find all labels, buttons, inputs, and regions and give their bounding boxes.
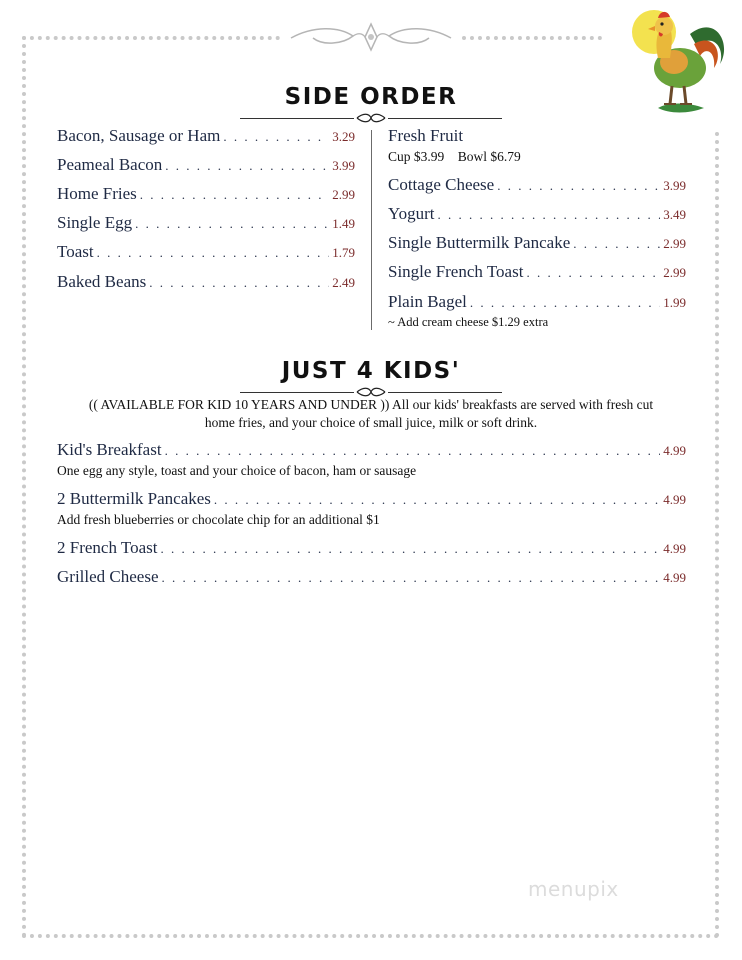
item-name: Home Fries [57, 184, 137, 203]
side-item-fresh-fruit [388, 126, 686, 146]
side-item-toast [57, 242, 355, 262]
item-name: Single French Toast [388, 262, 524, 281]
bagel-note: ~ Add cream cheese $1.29 extra [388, 315, 549, 329]
leader-dots [140, 187, 329, 203]
border-right [715, 132, 719, 938]
leader-dots [135, 216, 329, 232]
item-name: Plain Bagel [388, 292, 467, 311]
side-item-peameal-bacon [57, 155, 355, 175]
kids-rule-left [240, 392, 354, 393]
border-left [22, 36, 26, 938]
kids-note-line-1: (( AVAILABLE FOR KID 10 YEARS AND UNDER )) All our kids' breakfasts are served with fresh cut [88, 397, 654, 412]
item-price: 4.99 [663, 541, 686, 556]
leader-dots [214, 492, 660, 508]
leader-dots [160, 541, 660, 557]
item-name: 2 French Toast [57, 538, 158, 557]
side-order-rule-ornament-icon [355, 113, 387, 123]
item-name: Baked Beans [57, 272, 147, 291]
fresh-fruit-detail: Cup $3.99 Bowl $6.79 [388, 149, 521, 164]
item-name: Yogurt [388, 204, 435, 223]
kids-note-line-2: home fries, and your choice of small juice, milk or soft drink. [204, 415, 538, 430]
item-name: Bacon, Sausage or Ham [57, 126, 221, 145]
border-top-left [22, 36, 280, 40]
leader-dots [149, 275, 329, 291]
item-name: Kid's Breakfast [57, 440, 162, 459]
item-name: Grilled Cheese [57, 567, 159, 586]
leader-dots [437, 207, 660, 223]
side-item-buttermilk-pancake [388, 233, 686, 253]
border-bottom [22, 934, 719, 938]
item-price: 2.49 [332, 275, 355, 290]
kids-rule-right [388, 392, 502, 393]
item-price: 3.99 [663, 178, 686, 193]
item-price: 3.99 [332, 158, 355, 173]
item-price: 2.99 [663, 236, 686, 251]
item-name: Cottage Cheese [388, 175, 495, 194]
kids-availability-note [40, 396, 702, 432]
column-divider [371, 130, 372, 330]
side-item-french-toast [388, 262, 686, 282]
leader-dots [223, 129, 329, 145]
side-item-yogurt [388, 204, 686, 224]
kids-item-french-toast [57, 538, 686, 558]
leader-dots [526, 265, 660, 281]
side-item-plain-bagel [388, 292, 686, 312]
kids-item-grilled-cheese [57, 567, 686, 587]
kids-item-pancakes-desc: Add fresh blueberries or chocolate chip for an additional $1 [57, 512, 380, 527]
item-price: 4.99 [663, 443, 686, 458]
leader-dots [97, 245, 330, 261]
item-price: 3.49 [663, 207, 686, 222]
item-price: 4.99 [663, 492, 686, 507]
leader-dots [162, 570, 661, 586]
item-price: 4.99 [663, 570, 686, 585]
side-item-cottage-cheese [388, 175, 686, 195]
leader-dots [573, 236, 660, 252]
side-order-rule-right [388, 118, 502, 119]
side-order-rule-left [240, 118, 354, 119]
item-price: 2.99 [332, 187, 355, 202]
item-name: Peameal Bacon [57, 155, 163, 174]
kids-item-breakfast-desc: One egg any style, toast and your choice of bacon, ham or sausage [57, 463, 417, 478]
item-name: 2 Buttermilk Pancakes [57, 489, 211, 508]
leader-dots [165, 443, 661, 459]
menupix-watermark: menupix [528, 877, 619, 901]
leader-dots [165, 158, 329, 174]
border-top-right [462, 36, 602, 40]
item-name: Toast [57, 242, 94, 261]
item-name: Fresh Fruit [388, 126, 464, 145]
leader-dots [497, 178, 660, 194]
kids-item-buttermilk-pancakes [57, 489, 686, 509]
flourish-ornament-icon [283, 22, 459, 52]
item-price: 3.29 [332, 129, 355, 144]
side-item-bacon [57, 126, 355, 146]
kids-title: JUST 4 KIDS' [281, 358, 461, 384]
item-price: 1.99 [663, 295, 686, 310]
kids-item-breakfast [57, 440, 686, 460]
side-item-baked-beans [57, 272, 355, 292]
side-item-home-fries [57, 184, 355, 204]
item-price: 1.79 [332, 245, 355, 260]
item-price: 2.99 [663, 265, 686, 280]
item-name: Single Buttermilk Pancake [388, 233, 571, 252]
side-order-title: SIDE ORDER [284, 84, 458, 110]
side-item-single-egg [57, 213, 355, 233]
item-name: Single Egg [57, 213, 133, 232]
leader-dots [470, 295, 660, 311]
item-price: 1.49 [332, 216, 355, 231]
